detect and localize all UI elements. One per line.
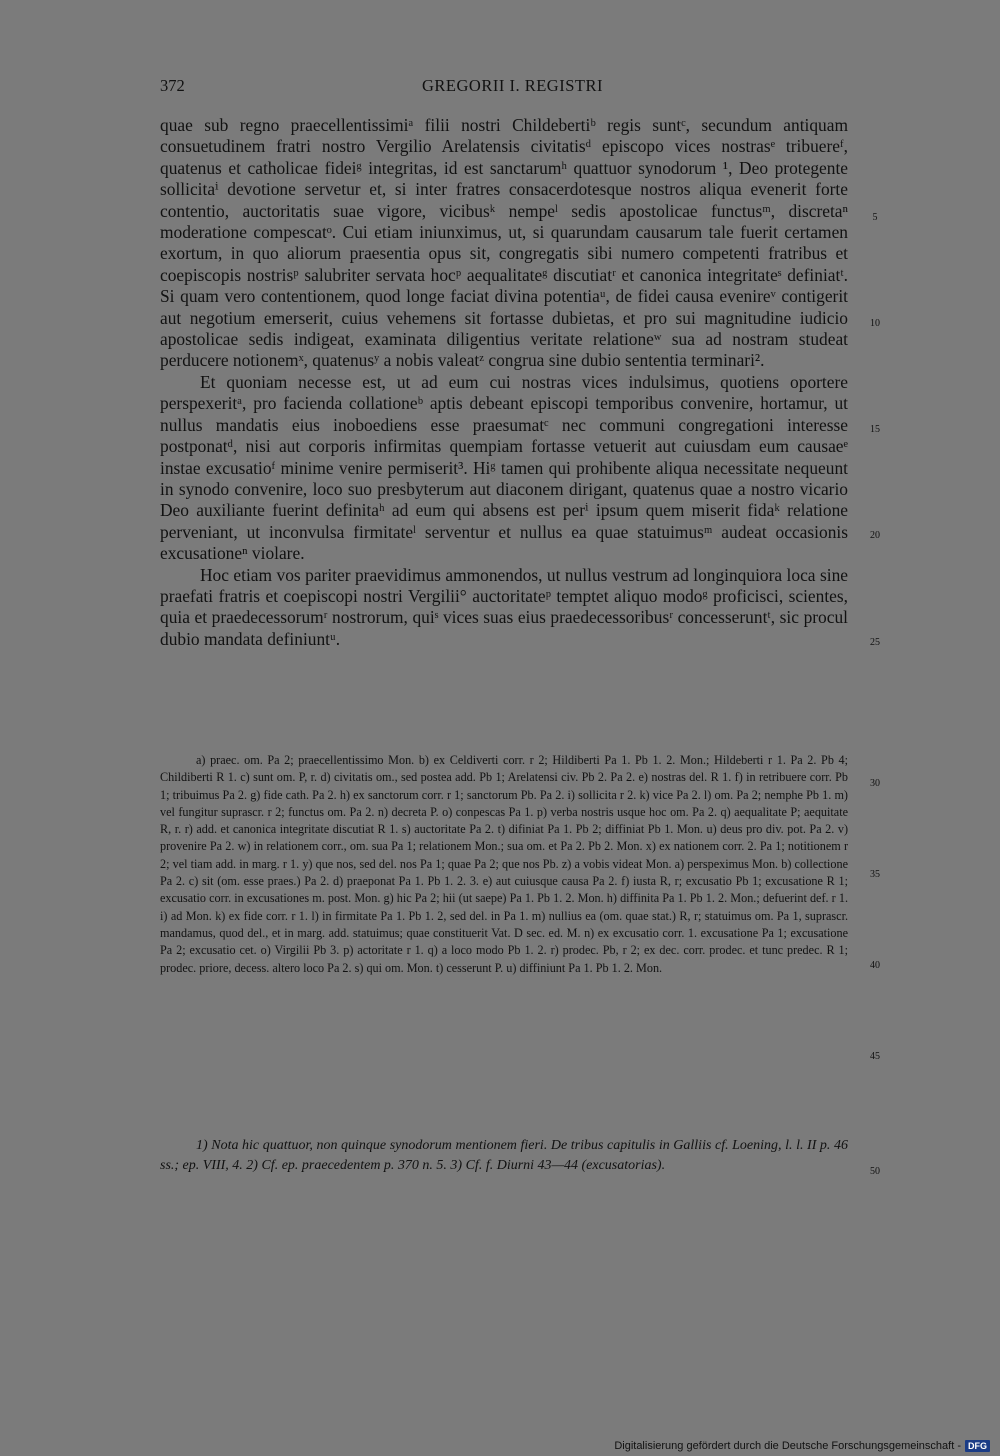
paragraph: Hoc etiam vos pariter praevidimus ammonendos, ut nullus vestrum ad longinquiora loca sine praefati fratris et coepiscopi nostri Vergilii° auctoritateᵖ temptet aliquo modoᵍ proficisci, scientes, quia et praedecessorumʳ nostrorum, quiˢ vices suas eius praedecessoribusʳ concesseruntᵗ, sic procul dubio mandata definiuntᵘ. (160, 564, 848, 649)
apparatus-text: a) praec. om. Pa 2; praecellentissimo Mon. b) ex Celdiverti corr. r 2; Hildiberti Pa 1. Pb 1. 2. Mon.; Hildeberti r 1. Pa 2. Pb 4; Childiberti R 1. c) sunt om. P, r. d) civitatis om., sed postea add. Pb 1; Arelatensi civ. Pb 2. Pa 2. e) nostras del. R 1. f) in retribuere corr. Pb 1; tribuimus Pa 2. g) fide cath. Pa 2. h) ex sanctorum corr. r 1; sanctorum Pb. Pa 2. i) sollicita r 2. k) vice Pa 2. l) om. Pa 2; nemphe Pb 1. m) vel fungitur suprascr. r 2; functus om. Pa 2. n) decreta P. o) conpescas Pa 1. p) verba nostris usque hoc om. Pa 2. q) aequalitate P; aequitate R, r. r) add. et canonica integritate discutiat R 1. s) auctoritate Pa 2. t) difiniat Pa 1. Pb 2; diffiniat Pb 1. Mon. u) deus pro div. pot. Pa 2. v) provenire Pa 2. w) in relationem corr., om. sua Pa 1; relationem Mon.; sua om. et Pa 2. Pb 2. Mon. x) ex nationem corr. 2. Pa 1; notitionem r 2; vel tiam add. in marg. r 1. y) que nos, sed del. nos Pa 1; quae Pa 2; que nos Pb. z) a vobis videat Mon. a) perspeximus Mon. b) collectione Pa 2. c) sit (om. esse praes.) Pa 2. d) praeponat Pa 1. Pb 1. 2. 3. e) aut cuiusque causa Pa 2. f) iusta R, r; excusatio Pb 1; excusatione R 1; excusatio corr. in excusationes m. post. Mon. g) hic Pa 2; hii (ut saepe) Pa 1. Pb 1. 2. Mon. h) diffinita Pa 1. Pb 1. 2. Mon.; defuerint def. r 1. i) ad Mon. k) ex fide corr. r 1. l) in firmitate Pa 1. Pb 1. 2, sed del. in Pa 1. m) nullius ea (om. quae stat.) R, r; statuimus om. Pa 1, suprascr. mandamus, quod del., et in marg. add. statuimus; quae constituerit Vat. D sec. ed. M. n) ex excusatio corr. 1. excusatione Pa 1; excusatione Pa 2; excusatio cet. o) Virgilii Pb 3. p) actoritate r 1. q) a loco modo Pb 1. 2. r) prodec. Pb, r 2; ex dec. corr. prodec. et tunc predec. R 1; prodec. priore, decess. altero loco Pa 2. s) qui om. Mon. t) cesserunt P. u) diffiniunt Pa 1. Pb 1. 2. Mon. (160, 753, 848, 975)
line-number: 10 (870, 318, 880, 329)
line-number: 20 (870, 530, 880, 541)
line-number: 25 (870, 637, 880, 648)
footnotes-text: 1) Nota hic quattuor, non quinque synodorum mentionem fieri. De tribus capitulis in Galliis cf. Loening, l. l. II p. 46 ss.; ep. VIII, 4. 2) Cf. ep. praecedentem p. 370 n. 5. 3) Cf. f. Diurni 43—44 (excusatorias). (160, 1138, 848, 1174)
line-number: 30 (870, 778, 880, 789)
line-number: 15 (870, 424, 880, 435)
paragraph: Et quoniam necesse est, ut ad eum cui nostras vices indulsimus, quotiens oportere perspexeritᵃ, pro facienda collationeᵇ aptis debeant episcopi temporibus convenire, hortamur, ut nullus mandatis eius inoboediens esse praesumatᶜ nec communi congregationi interesse postponatᵈ, nisi aut corporis infirmitas quempiam fortasse vetuerit aut cuiusdam eum causaeᵉ instae excusatioᶠ minime venire permiserit³. Hiᵍ tamen qui prohibente aliqua necessitate nequeunt in synodo convenire, loco suo presbyterum aut diaconem dirigant, quatenus quae a nostro vicario Deo auxiliante fuerint definitaʰ ad eum qui absens est perⁱ ipsum quem miserit fidaᵏ relatione perveniant, ut inconvulsa firmitateˡ serventur et nullus ea quae statuimusᵐ audeat occasionis excusationeⁿ violare. (160, 371, 848, 564)
line-number: 35 (870, 869, 880, 880)
line-number: 45 (870, 1051, 880, 1062)
main-text (160, 115, 848, 650)
line-number: 5 (872, 212, 878, 223)
line-number: 50 (870, 1166, 880, 1177)
dfg-logo: DFG (965, 1440, 990, 1452)
paragraph: quae sub regno praecellentissimiᵃ filii nostri Childebertiᵇ regis suntᶜ, secundum antiquam consuetudinem fratri nostro Vergilio Arelatensis civitatisᵈ episcopo vices nostrasᵉ tribuereᶠ, quatenus et catholicae fideiᵍ integritas, id est sanctarumʰ quattuor synodorum ¹, Deo protegente sollicitaⁱ devotione servetur et, si inter fratres consacerdotesque nostros aliqua evenerit forte contentio, auctoritatis suae vigore, vicibusᵏ nempeˡ sedis apostolicae functusᵐ, discretaⁿ moderatione compescatᵒ. Cui etiam iniunximus, ut, si quarundam causarum tale fuerit certamen exortum, in quo aliorum praesentia opus sit, congregatis sibi numero competenti fratribus et coepiscopis nostrisᵖ salubriter servata hocᵖ aequalitateᵍ discutiatʳ et canonica integritateˢ definiatᵗ. Si quam vero contentionem, quod longe faciat divina potentiaᵘ, de fidei causa evenireᵛ contigerit aut negotium emerserit, cuius vehemens sit fortasse dubietas, et pro sui magnitudine iudicio apostolicae sedis indigeat, examinata diligentius veritate relationeʷ sua ad nostram studeat perducere notionemˣ, quatenusʸ a nobis valeatᶻ congrua sine dubio sententia terminari². (160, 115, 848, 371)
running-title: GREGORII I. REGISTRI (422, 76, 603, 95)
digitization-footer (614, 1438, 990, 1454)
line-number: 40 (870, 960, 880, 971)
page-number: 372 (160, 76, 185, 95)
footnotes (160, 1136, 848, 1177)
footer-text: Digitalisierung gefördert durch die Deutsche Forschungsgemeinschaft - (614, 1440, 961, 1452)
critical-apparatus (160, 752, 848, 977)
page-header (160, 76, 848, 100)
